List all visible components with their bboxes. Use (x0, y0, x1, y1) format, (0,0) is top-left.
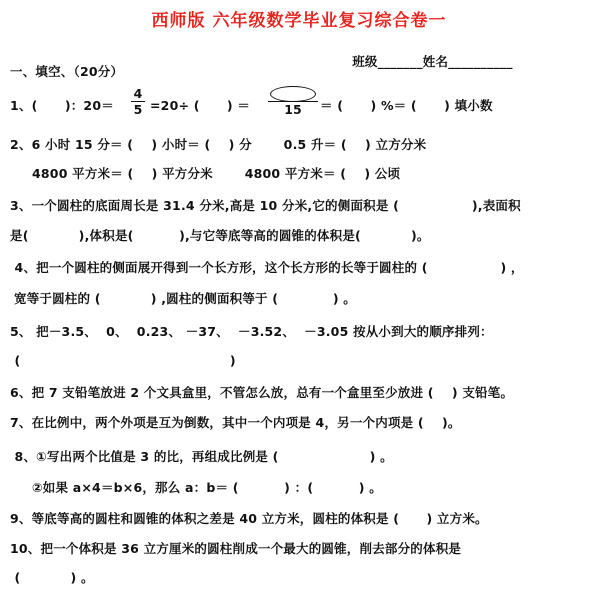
question-8-line-2: ②如果 a×4＝b×6，那么 a：b＝ ( ) ：( ) 。 (32, 480, 382, 495)
question-2-line-2: 4800 平方米＝ ( ) 平方分米 4800 平方米＝ ( ) 公顷 (32, 166, 401, 181)
q1-fraction-blank-15 (268, 86, 318, 117)
question-5-line-2: ( ) (10, 353, 236, 368)
q1-fraction-4-5 (131, 86, 145, 117)
question-3-line-2: 是( ),体积是( ),与它等底等高的圆锥的体积是( )。 (10, 228, 430, 243)
question-4-line-1: 4、把一个圆柱的侧面展开得到一个长方形，这个长方形的长等于圆柱的 ( ) ， (10, 260, 524, 275)
numerator-blank (270, 86, 316, 102)
q1-part-b: =20÷ ( ) ＝ (150, 98, 251, 113)
q1-part-c: ＝ ( ) %＝ ( ) 填小数 (320, 98, 493, 113)
question-10-line-1: 10、把一个体积是 36 立方厘米的圆柱削成一个最大的圆锥，削去部分的体积是 (10, 541, 462, 556)
question-9: 9、等底等高的圆柱和圆锥的体积之差是 40 立方米，圆柱的体积是 ( ) 立方米。 (10, 511, 488, 526)
class-label: 班级 (352, 54, 378, 69)
name-blank: __________ (448, 54, 513, 69)
student-info (334, 38, 513, 86)
question-3-line-1: 3、一个圆柱的底面周长是 31.4 分米,高是 10 分米,它的侧面积是 ( ),表面积 (10, 198, 521, 213)
q1-frac1-numerator: 4 (133, 86, 143, 101)
question-2-line-1: 2、6 小时 15 分＝ ( ) 小时＝ ( ) 分 0.5 升＝ ( ) 立方分米 (10, 137, 427, 152)
page-title: 西师版 六年级数学毕业复习综合卷一 (151, 11, 447, 31)
question-8-line-1: 8、①写出两个比值是 3 的比，再组成比例是 ( ) 。 (10, 449, 393, 464)
name-label: 姓名 (422, 54, 449, 69)
question-7: 7、在比例中，两个外项是互为倒数，其中一个内项是 4，另一个内项是 ( )。 (10, 415, 461, 430)
q1-part-a: 1、( )：20＝ (10, 98, 114, 113)
section-heading: 一、填空、（20分） (10, 64, 124, 79)
question-6: 6、把 7 支铅笔放进 2 个文具盒里，不管怎么放，总有一个盒里至少放进 ( ) 支铅笔。 (10, 385, 514, 400)
class-blank: _______ (377, 54, 423, 69)
question-5-line-1: 5、 把－3.5、 0、 0.23、 －37、 －3.52、 －3.05 按从小到大的顺序排列： (10, 324, 493, 339)
question-4-line-2: 宽等于圆柱的 ( ) ,圆柱的侧面积等于 ( ) 。 (14, 291, 356, 306)
q1-frac2-denominator: 15 (284, 102, 302, 117)
q1-frac1-denominator: 5 (133, 102, 143, 117)
question-10-line-2: ( ) 。 (10, 570, 94, 585)
